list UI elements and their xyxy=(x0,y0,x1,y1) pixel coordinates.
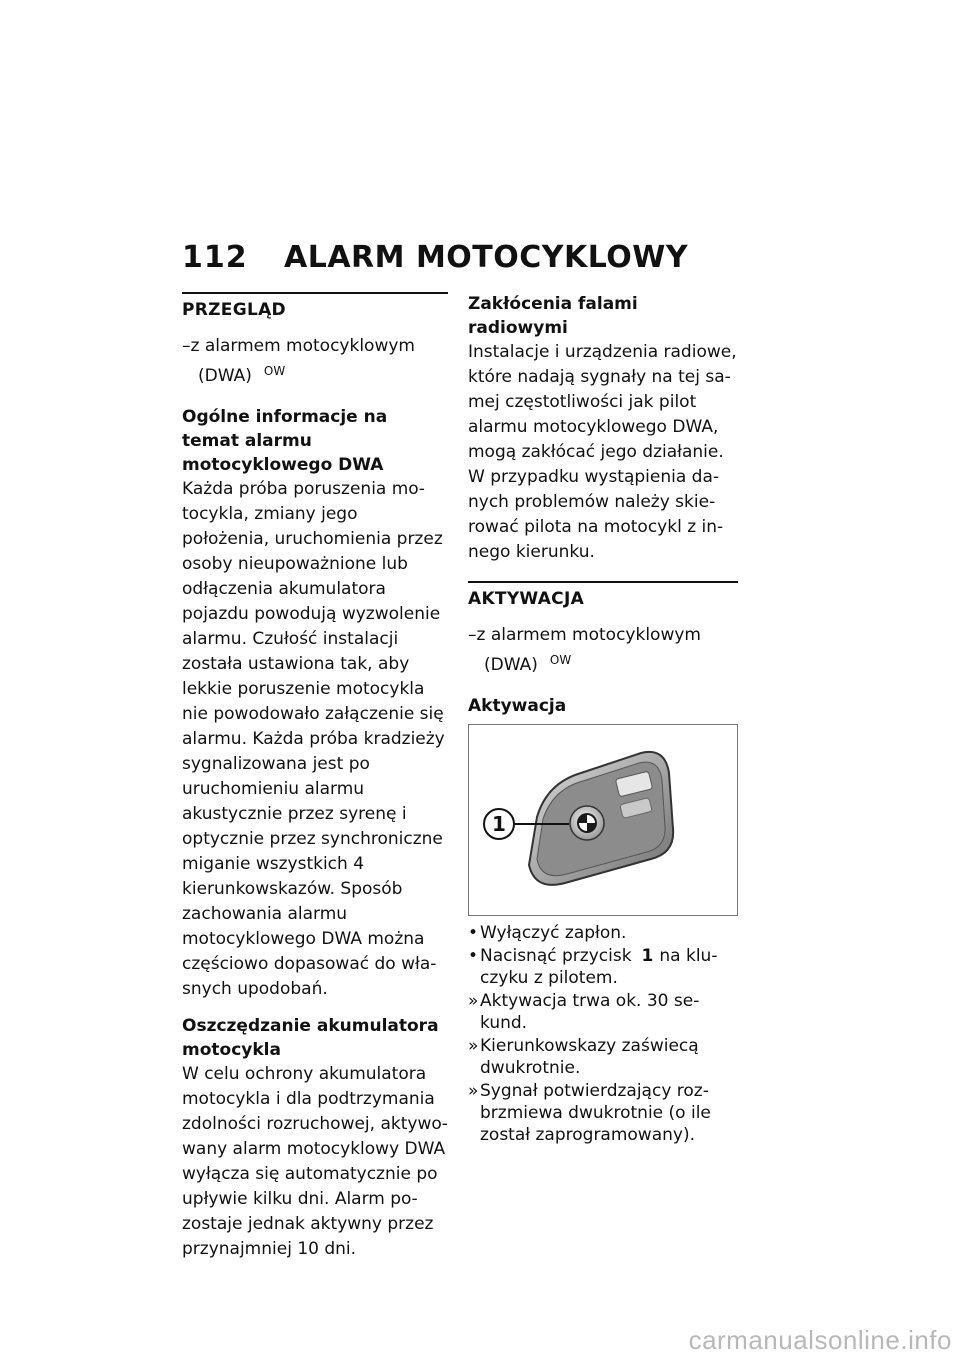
interference-body: Instalacje i urządzenia radiowe, które nadają sygnały na tej samej częstotliwości jak pilot alarmu motocyklowego DWA, mogą zakłócać jego działanie. W przypadku wystąpienia danych problemów należy skierować pilota na motocykl z innego kierunku. xyxy=(468,342,737,562)
section-rule xyxy=(182,292,448,294)
list-item: • Nacisnąć przycisk 1 na kluczyku z pilotem. xyxy=(468,946,718,988)
battery-heading: Oszczędzanie akumulatora motocykla xyxy=(182,1016,439,1060)
section-title-activation: AKTYWACJA xyxy=(468,589,585,609)
list-item: »Sygnał potwierdzający rozbrzmiewa dwukrotnie (o ile został zaprogramowany). xyxy=(468,1081,711,1145)
battery-body: W celu ochrony akumulatora motocykla i dla podtrzymania zdolności rozruchowej, aktywowany alarm motocyklowy DWA wyłącza się automatycznie po upływie kilku dni. Alarm pozostaje jednak aktywny przez przynajmniej 10 dni. xyxy=(182,1064,448,1259)
key-fob-illustration xyxy=(469,725,737,915)
key-fob-figure xyxy=(468,724,738,916)
activation-steps xyxy=(468,922,738,1146)
list-item: »Kierunkowskazy zaświecą dwukrotnie. xyxy=(468,1036,699,1078)
condition-text: –z alarmem motocyklowym (DWA) xyxy=(182,336,415,386)
section-rule xyxy=(468,581,738,583)
page-number: 112 xyxy=(182,240,248,275)
watermark: carmanualsonline.info xyxy=(688,1325,952,1355)
general-heading: Ogólne informacje na temat alarmu motocyklowego DWA xyxy=(182,407,388,475)
condition-code: OW xyxy=(263,364,286,378)
list-item: »Aktywacja trwa ok. 30 sekund. xyxy=(468,991,700,1033)
bmw-button-icon xyxy=(570,806,604,840)
condition-note xyxy=(182,334,448,389)
interference-heading: Zakłócenia falami radiowymi xyxy=(468,294,638,338)
condition-code: OW xyxy=(549,653,572,667)
page-header xyxy=(182,240,742,280)
chapter-title: ALARM MOTOCYKLOWY xyxy=(284,240,689,275)
left-column xyxy=(182,292,448,1274)
condition-text: –z alarmem motocyklowym (DWA) xyxy=(468,625,701,675)
section-title-overview: PRZEGLĄD xyxy=(182,300,286,320)
activation-heading: Aktywacja xyxy=(468,696,567,716)
list-item: • Wyłączyć zapłon. xyxy=(468,923,627,943)
callout-number: 1 xyxy=(492,812,506,836)
right-column xyxy=(468,292,738,1147)
condition-note xyxy=(468,623,738,678)
button-reference: 1 xyxy=(641,946,654,966)
general-body: Każda próba poruszenia motocykla, zmiany jego położenia, uruchomienia przez osoby nieupoważnione lub odłączenia akumulatora pojazdu powodują wyzwolenie alarmu. Czułość instalacji została ustawiona tak, aby lekkie poruszenie motocykla nie powodowało załączenie się alarmu. Każda próba kradzieży sygnalizowana jest po uruchomieniu alarmu akustycznie przez syrenę i optycznie przez synchroniczne miganie wszystkich 4 kierunkowskazów. Sposób zachowania alarmu motocyklowego DWA można częściowo dopasować do własnych upodobań. xyxy=(182,479,445,999)
